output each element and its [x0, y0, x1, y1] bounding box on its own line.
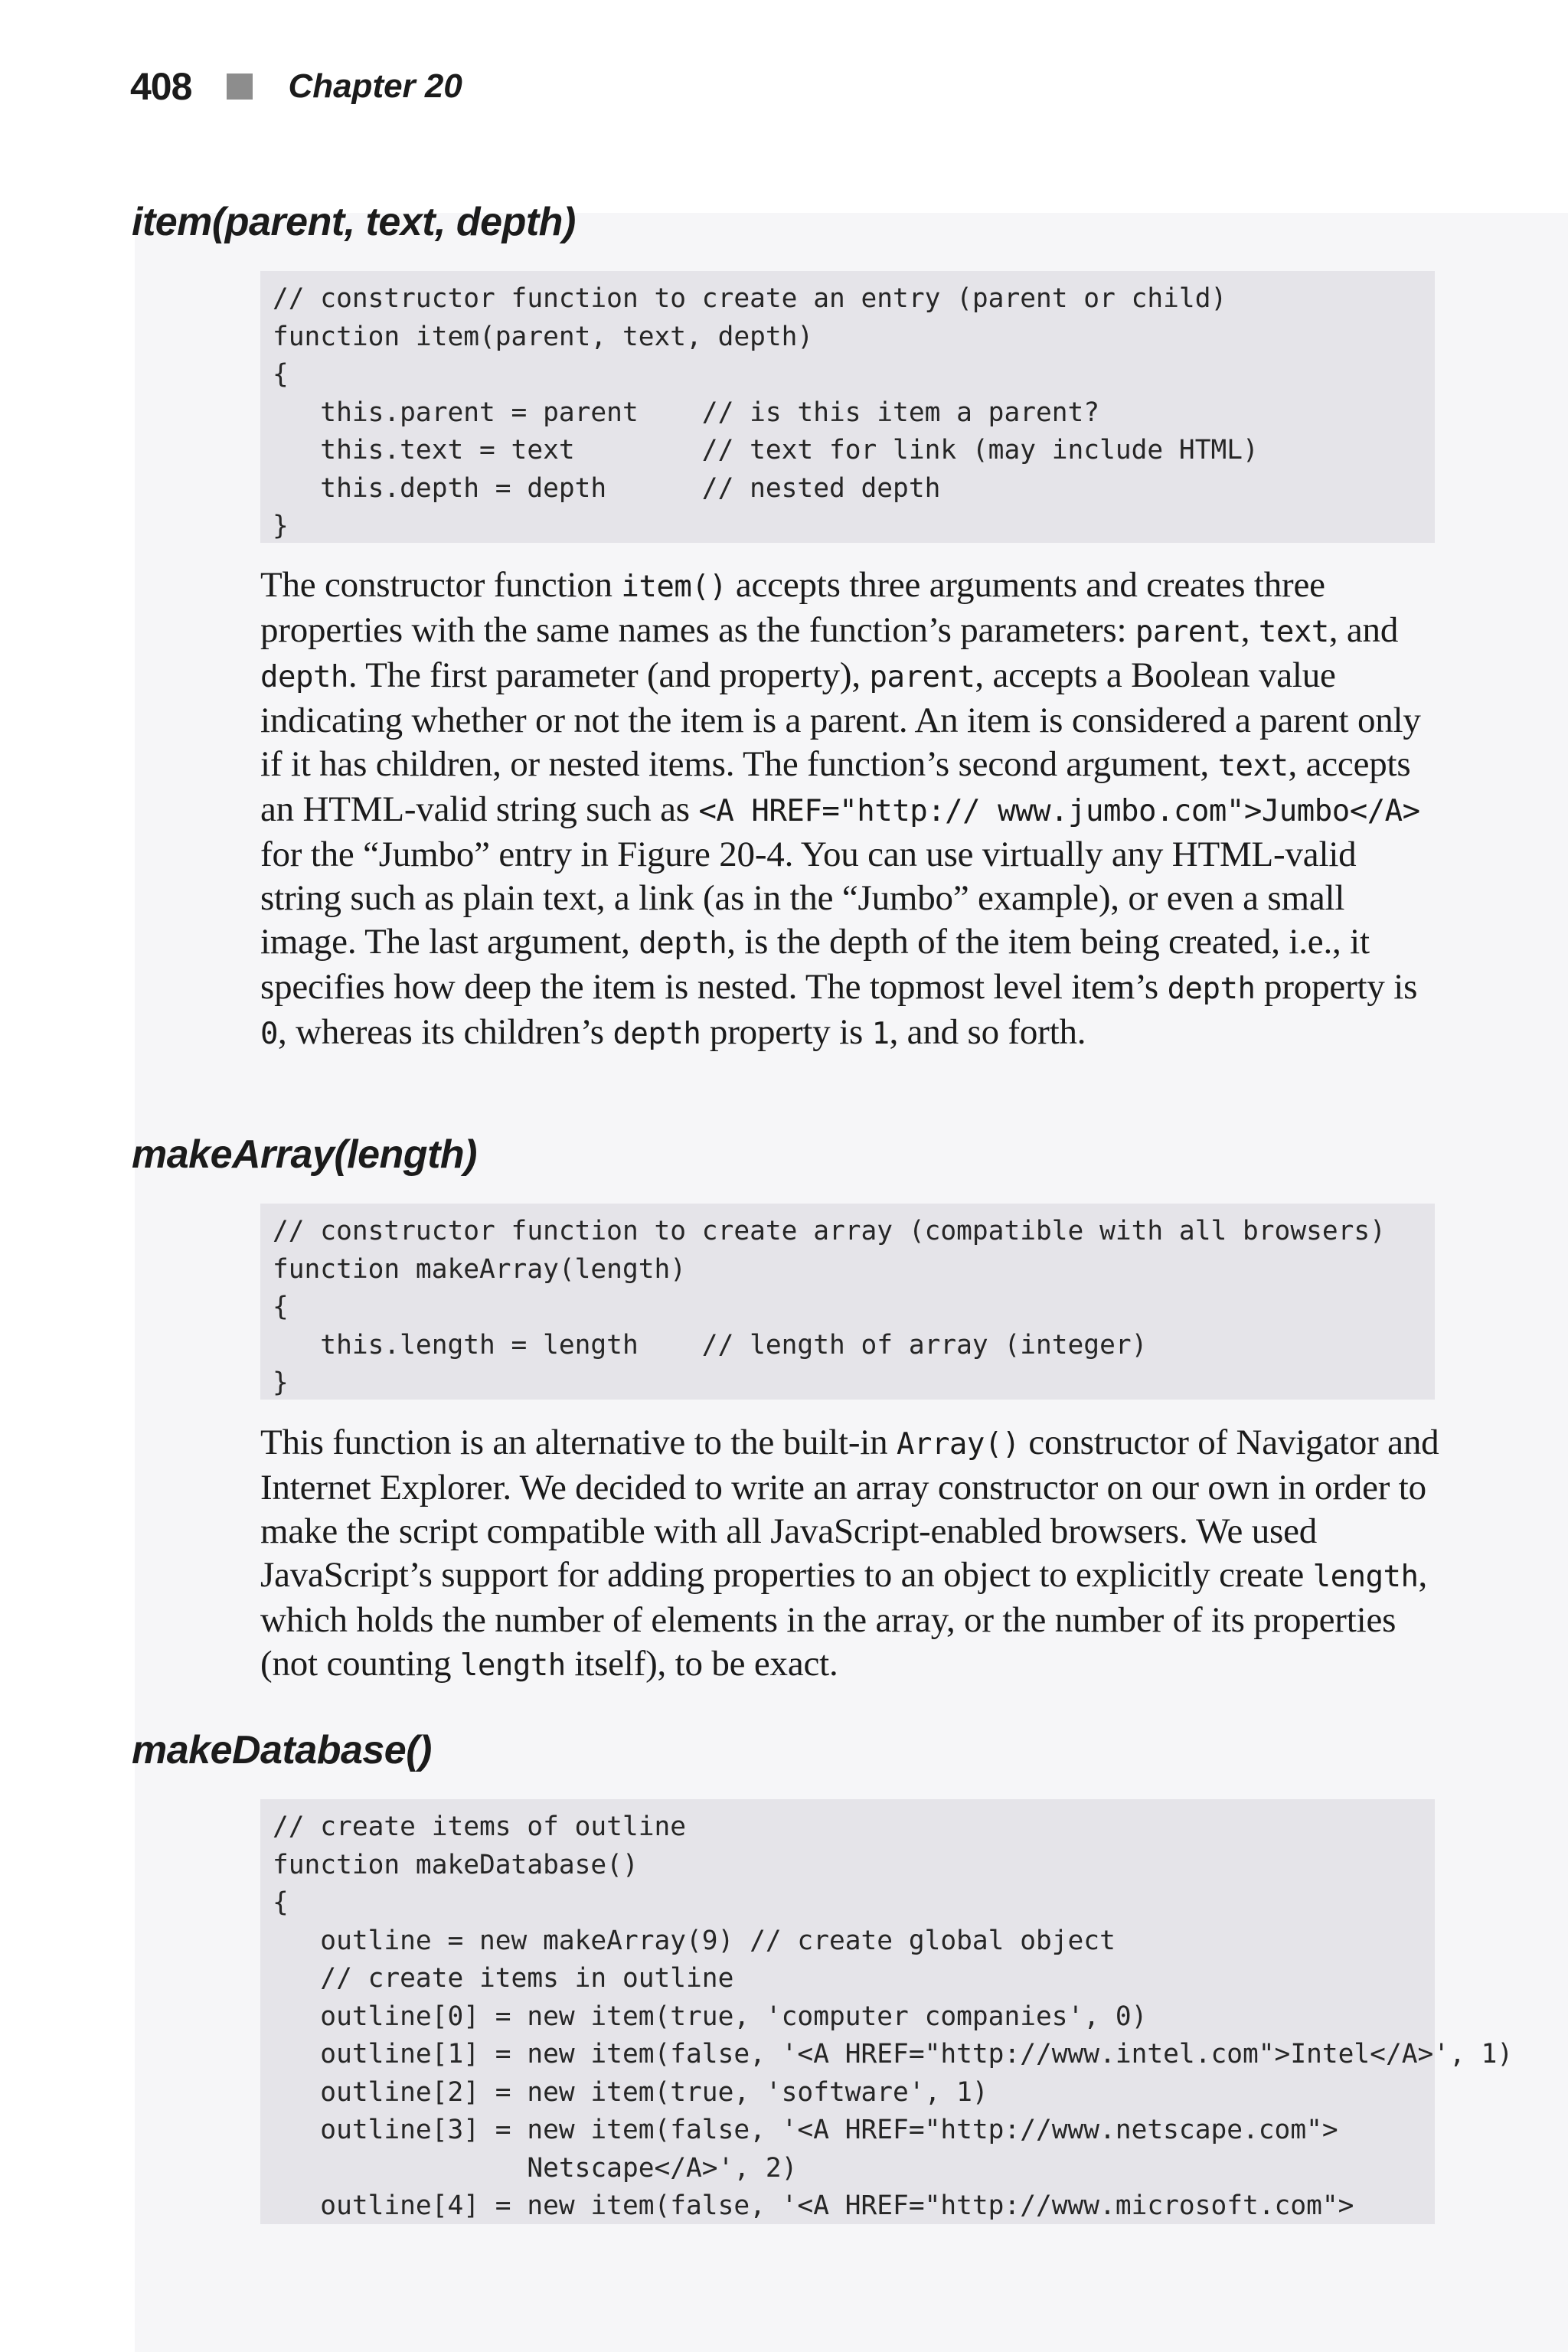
- code-line: // constructor function to create array (compatible with all browsers): [273, 1216, 1386, 1246]
- body-text: , and: [1328, 610, 1399, 650]
- inline-code: depth: [639, 926, 727, 961]
- code-line: // constructor function to create an entry (parent or child): [273, 283, 1227, 314]
- code-line: function makeDatabase(): [273, 1849, 639, 1880]
- code-line: {: [273, 1887, 289, 1918]
- body-text: property is: [701, 1012, 872, 1052]
- body-text: This function is an alternative to the built-in: [260, 1423, 897, 1462]
- body-text: accepts three arguments and creates three properties with the same names as the function’s parameters:: [260, 565, 1325, 650]
- body-text: , whereas its children’s: [277, 1012, 613, 1052]
- code-line: this.depth = depth // nested depth: [273, 472, 941, 504]
- body-text: , and so forth.: [889, 1012, 1086, 1052]
- inline-code: parent: [1135, 615, 1241, 649]
- inline-code: depth: [260, 660, 348, 694]
- code-block-makedatabase: [260, 1799, 1514, 2224]
- code-block-item: [260, 271, 1435, 543]
- code-line: function makeArray(length): [273, 1253, 687, 1285]
- code-line: outline[1] = new item(false, '<A HREF="http://www.intel.com">Intel</A>', 1): [273, 2039, 1514, 2069]
- code-line: this.length = length // length of array (integer): [273, 1329, 1148, 1361]
- code-line: outline[0] = new item(true, 'computer companies', 0): [273, 2001, 1148, 2032]
- inline-code: text: [1258, 615, 1329, 649]
- inline-code: depth: [612, 1017, 701, 1051]
- inline-code: item(): [621, 570, 727, 604]
- code-line: Netscape</A>', 2): [273, 2152, 798, 2184]
- inline-code: 1: [871, 1017, 890, 1051]
- section-heading-item: item(parent, text, depth): [132, 200, 576, 244]
- code-line: // create items in outline: [273, 1963, 734, 1994]
- paragraph-makearray: [260, 1421, 1439, 1687]
- code-line: }: [273, 511, 289, 541]
- inline-code: text: [1217, 749, 1289, 783]
- body-text: property is: [1255, 967, 1418, 1007]
- body-text: constructor of Navigator and Internet Explorer. We decided to write an array constructor on our own in order to make the script compatible with all JavaScript-enabled browsers. We used JavaScript’s support for adding properties to an object to explicitly create: [260, 1423, 1439, 1595]
- inline-code: depth: [1167, 972, 1256, 1006]
- paragraph-item: [260, 564, 1439, 1056]
- inline-code: length: [1312, 1560, 1419, 1594]
- chapter-label: Chapter 20: [288, 67, 462, 105]
- body-text: ,: [1240, 610, 1259, 650]
- body-text: , which holds the number of elements in the array, or the number of its properties (not counting: [260, 1555, 1428, 1684]
- section-heading-makedatabase: makeDatabase(): [132, 1728, 432, 1772]
- body-text: , accepts a Boolean value indicating whether or not the item is a parent. An item is considered a parent only if it has children, or nested items. The function’s second argument,: [260, 655, 1421, 784]
- code-line: }: [273, 1367, 289, 1398]
- code-line: // create items of outline: [273, 1811, 687, 1842]
- code-line: outline[2] = new item(true, 'software', 1): [273, 2076, 988, 2108]
- body-text: for the “Jumbo” entry in Figure 20-4. You can use virtually any HTML-valid string such as plain text, a link (as in the “Jumbo” example), or even a small image. The last argument,: [260, 835, 1357, 962]
- code-line: outline = new makeArray(9) // create global object: [273, 1925, 1116, 1956]
- page-number: 408: [130, 65, 192, 108]
- code-line: outline[4] = new item(false, '<A HREF="http://www.microsoft.com">: [273, 2190, 1354, 2221]
- inline-code: 0: [260, 1017, 278, 1051]
- section-heading-makearray: makeArray(length): [132, 1132, 477, 1177]
- inline-code: <A HREF="http:// www.jumbo.com">Jumbo</A>: [698, 794, 1420, 828]
- code-line: this.text = text // text for link (may include HTML): [273, 435, 1259, 466]
- inline-code: parent: [869, 660, 975, 694]
- body-text: , is the depth of the item being created, i.e., it specifies how deep the item is nested. The topmost level item’s: [260, 922, 1370, 1007]
- code-line: this.parent = parent // is this item a parent?: [273, 397, 1100, 428]
- running-head: [130, 64, 462, 109]
- square-marker-icon: [227, 74, 253, 100]
- code-block-makearray: [260, 1204, 1435, 1400]
- code-line: function item(parent, text, depth): [273, 321, 814, 352]
- body-text: , accepts an HTML-valid string such as: [260, 744, 1411, 829]
- body-text: The constructor function: [260, 565, 622, 605]
- code-line: {: [273, 359, 289, 390]
- body-text: itself), to be exact.: [565, 1644, 838, 1684]
- code-line: outline[3] = new item(false, '<A HREF="http://www.netscape.com">: [273, 2115, 1338, 2145]
- code-line: {: [273, 1292, 289, 1322]
- inline-code: Array(): [896, 1427, 1020, 1462]
- body-text: . The first parameter (and property),: [348, 655, 870, 695]
- inline-code: length: [459, 1648, 566, 1683]
